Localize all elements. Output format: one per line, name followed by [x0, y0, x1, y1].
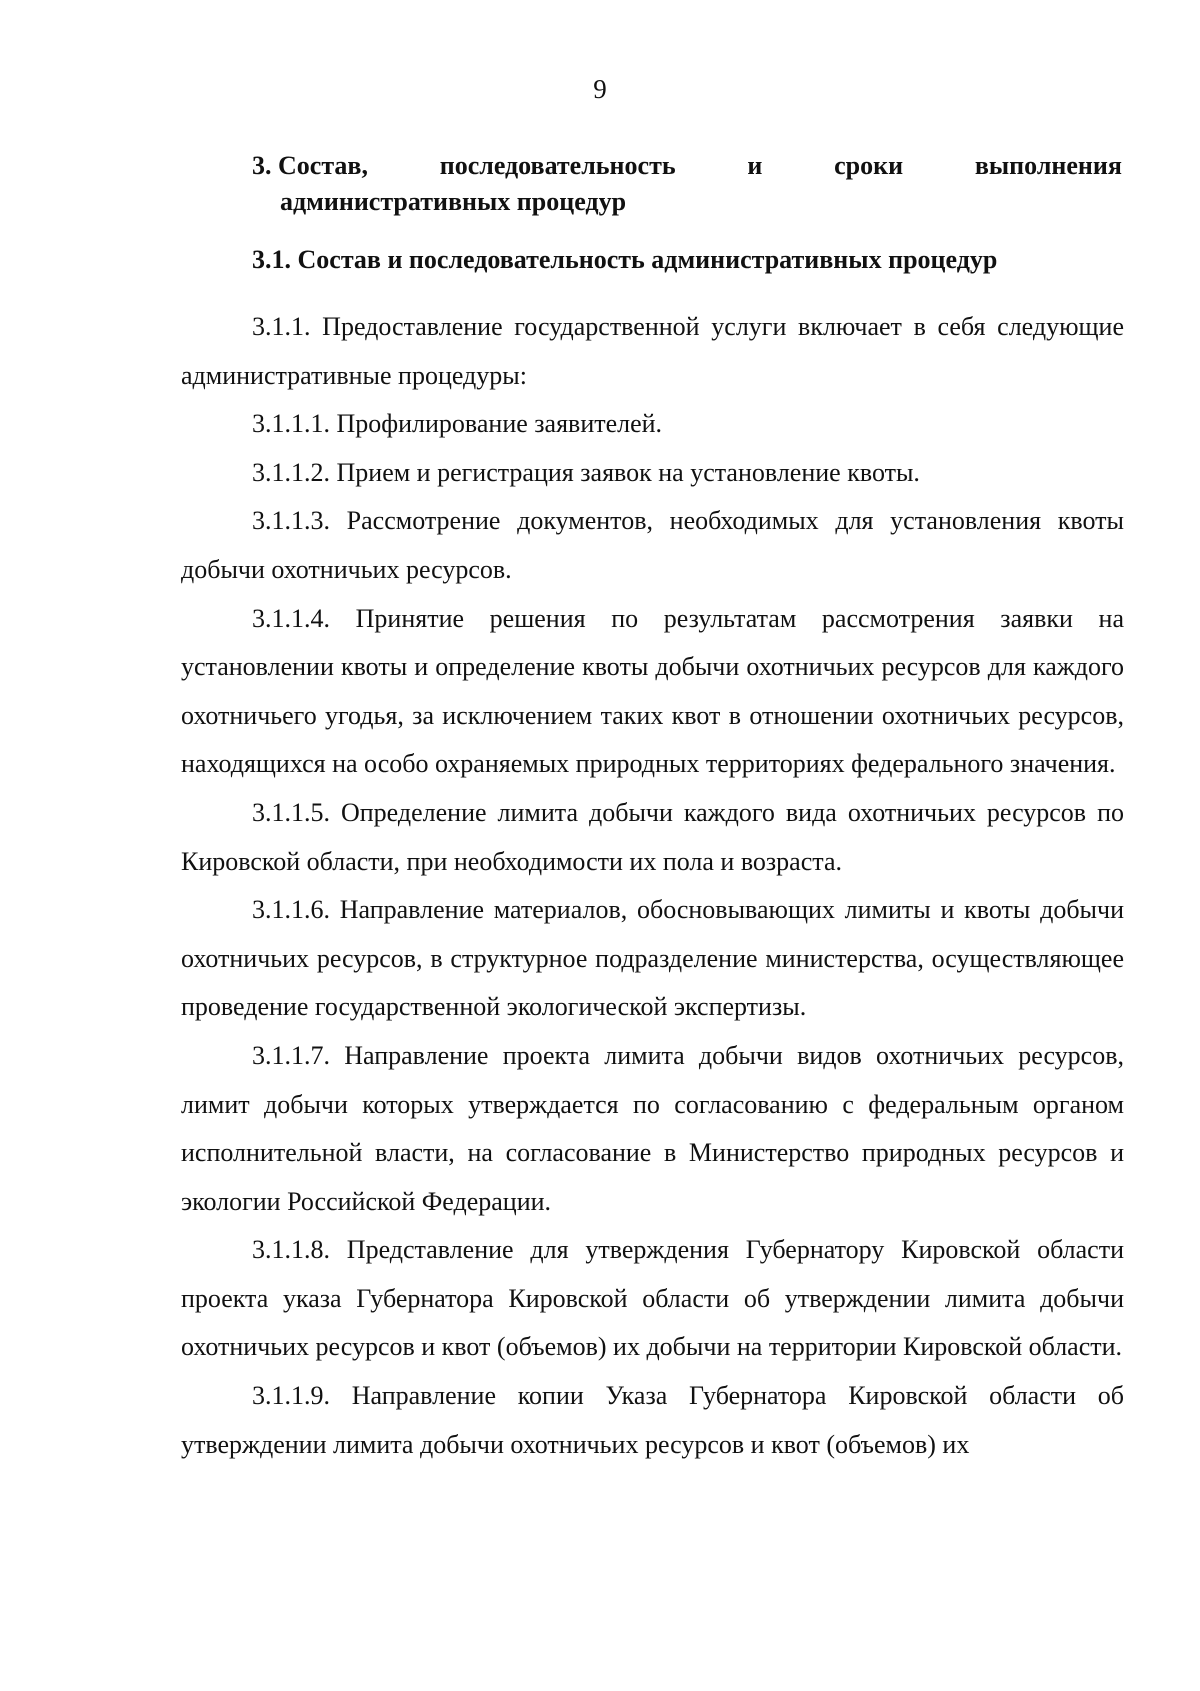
paragraph-3-1-1-3: 3.1.1.3. Рассмотрение документов, необходимых для установления квоты добычи охотничьих ресурсов.	[181, 506, 1124, 584]
paragraph-3-1-1-8: 3.1.1.8. Представление для утверждения Губернатору Кировской области проекта указа Губернатора Кировской области об утверждении лимита добычи охотничьих ресурсов и квот (объемов) их добычи на территории Кировской области.	[181, 1235, 1124, 1362]
page-number: 9	[593, 74, 607, 104]
paragraph-3-1-1-7: 3.1.1.7. Направление проекта лимита добычи видов охотничьих ресурсов, лимит добычи которых утверждается по согласованию с федеральным органом исполнительной власти, на согласование в Министерство природных ресурсов и экологии Российской Федерации.	[181, 1040, 1124, 1216]
paragraph-3-1-1-6: 3.1.1.6. Направление материалов, обосновывающих лимиты и квоты добычи охотничьих ресурсов, в структурное подразделение министерства, осуществляющее проведение государственной экологической экспертизы.	[181, 895, 1124, 1022]
body-text	[181, 303, 1124, 1469]
subsection-heading: 3.1. Состав и последовательность административных процедур	[252, 245, 998, 274]
paragraph-3-1-1-5: 3.1.1.5. Определение лимита добычи каждого вида охотничьих ресурсов по Кировской области, при необходимости их пола и возраста.	[181, 797, 1124, 876]
section-heading-word: 3. Состав,	[252, 151, 368, 180]
section-heading-line-1	[252, 148, 1122, 184]
section-heading-word: выполнения	[974, 151, 1122, 180]
paragraph-3-1-1: 3.1.1. Предоставление государственной услуги включает в себя следующие административные процедуры:	[181, 312, 1124, 390]
section-heading-word: и	[747, 151, 763, 180]
section-heading	[252, 148, 1122, 220]
section-heading-word: последовательность	[439, 151, 676, 180]
paragraph-3-1-1-1: 3.1.1.1. Профилирование заявителей.	[252, 409, 663, 439]
section-heading-line-2: административных процедур	[280, 187, 627, 216]
section-heading-word: сроки	[834, 151, 904, 180]
paragraph-3-1-1-9: 3.1.1.9. Направление копии Указа Губернатора Кировской области об утверждении лимита добычи охотничьих ресурсов и квот (объемов) их	[181, 1381, 1124, 1459]
paragraph-3-1-1-2: 3.1.1.2. Прием и регистрация заявок на установление квоты.	[252, 457, 920, 487]
paragraph-3-1-1-4: 3.1.1.4. Принятие решения по результатам рассмотрения заявки на установлении квоты и определение квоты добычи охотничьих ресурсов для каждого охотничьего угодья, за исключением таких квот в отношении охотничьих ресурсов, находящихся на особо охраняемых природных территориях федерального значения.	[181, 603, 1124, 779]
